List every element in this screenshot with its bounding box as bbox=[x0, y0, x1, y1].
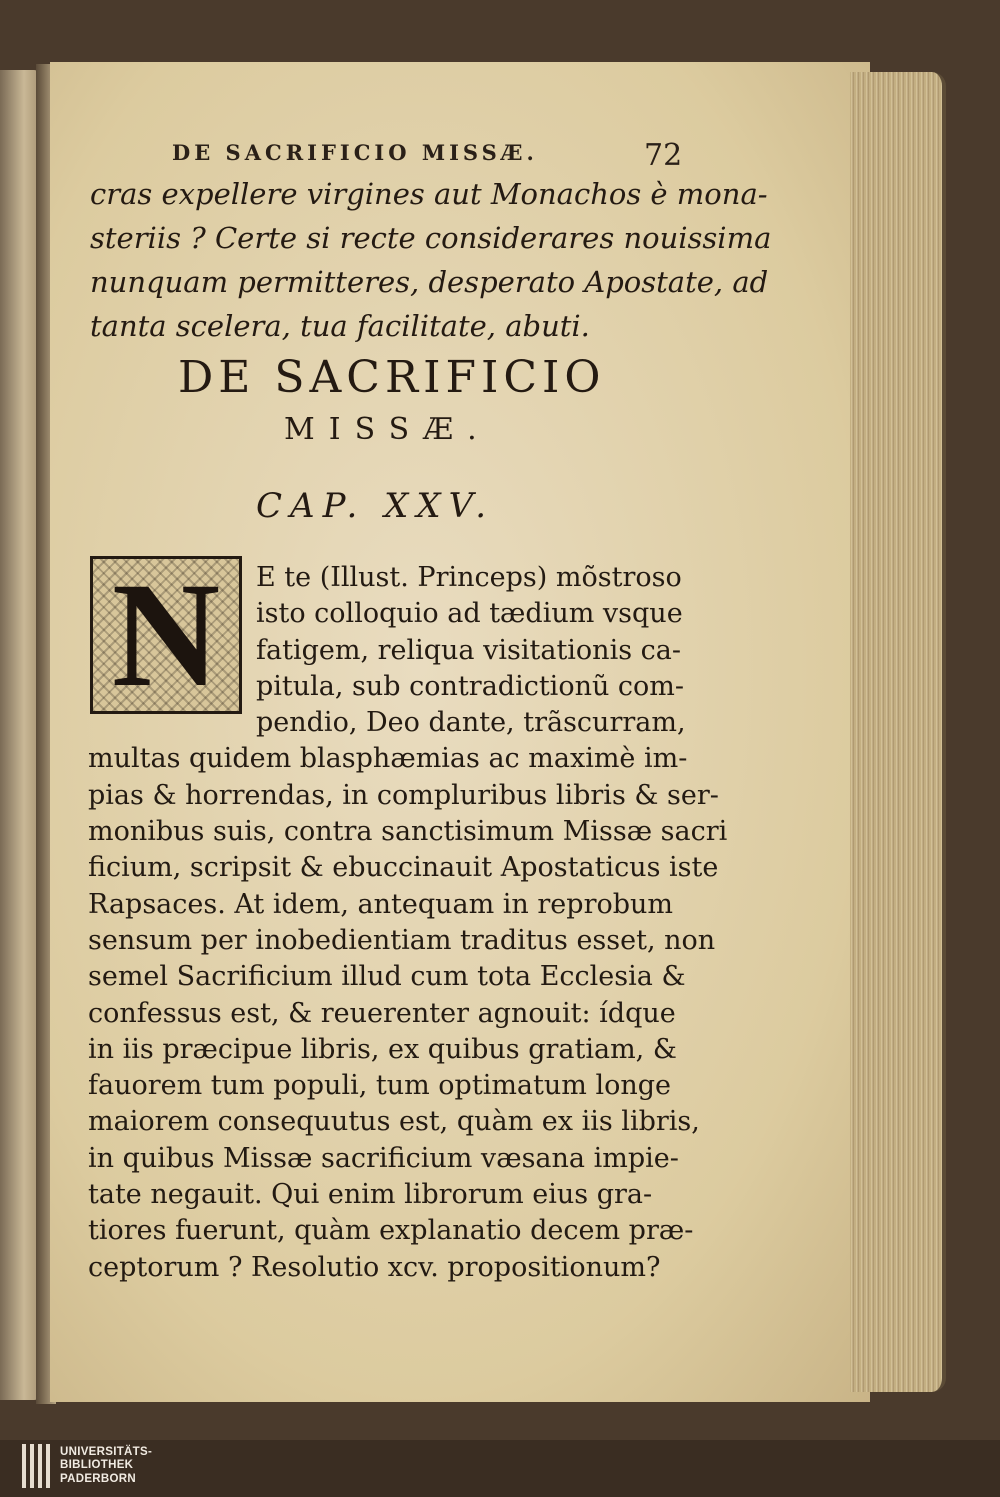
running-head: DE SACRIFICIO MISSÆ. bbox=[172, 140, 538, 165]
body-line: Rapsaces. At idem, antequam in reprobum bbox=[88, 888, 674, 920]
page-stack-edges bbox=[850, 72, 946, 1392]
body-line: monibus suis, contra sanctisimum Missæ sacri bbox=[88, 816, 728, 848]
body-line: pias & horrendas, in compluribus libris & ser- bbox=[88, 779, 719, 811]
body-line: ceptorum ? Resolutio xcv. propositionum? bbox=[88, 1251, 661, 1283]
chapter-title: DE SACRIFICIO bbox=[178, 352, 606, 403]
italic-line: nunquam permitteres, desperato Apostate, ad bbox=[90, 265, 769, 299]
logo-text: UNIVERSITÄTS- BIBLIOTHEK PADERBORN bbox=[60, 1445, 153, 1485]
body-line: in iis præcipue libris, ex quibus gratiam, & bbox=[88, 1033, 677, 1065]
body-line: tate negauit. Qui enim librorum eius gra- bbox=[88, 1179, 653, 1211]
body-line: maiorem consequutus est, quàm ex iis libris, bbox=[88, 1106, 700, 1138]
body-line: semel Sacrificium illud cum tota Ecclesia & bbox=[88, 961, 686, 993]
body-line: sensum per inobedientiam traditus esset, non bbox=[88, 924, 716, 956]
page-number: 72 bbox=[644, 138, 683, 173]
library-logo bbox=[22, 1444, 152, 1488]
body-line: fauorem tum populi, tum optimatum longe bbox=[88, 1070, 671, 1102]
italic-paragraph bbox=[90, 172, 772, 348]
left-page-edge bbox=[0, 70, 40, 1400]
italic-line: steriis ? Certe si recte considerares nouissima bbox=[90, 221, 772, 255]
logo-bars-icon bbox=[22, 1444, 50, 1488]
chapter-number: CAP. XXV. bbox=[256, 486, 494, 526]
italic-line: cras expellere virgines aut Monachos è mona- bbox=[90, 177, 768, 211]
chapter-subtitle: MISSÆ. bbox=[284, 412, 491, 447]
body-line: fatigem, reliqua visitationis ca- bbox=[256, 634, 681, 666]
body-line: tiores fuerunt, quàm explanatio decem præ- bbox=[88, 1215, 694, 1247]
body-line: multas quidem blasphæmias ac maximè im- bbox=[88, 743, 688, 775]
body-line: confessus est, & reuerenter agnouit: ídque bbox=[88, 997, 676, 1029]
body-line: ficium, scripsit & ebuccinauit Apostaticus iste bbox=[88, 852, 719, 884]
body-line: pitula, sub contradictionũ com- bbox=[256, 670, 685, 702]
body-line: E te (Illust. Princeps) mõstroso bbox=[256, 562, 682, 593]
body-line: isto colloquio ad tædium vsque bbox=[256, 598, 683, 630]
italic-line: tanta scelera, tua facilitate, abuti. bbox=[90, 309, 590, 343]
body-text bbox=[88, 552, 728, 1286]
body-line: in quibus Missæ sacrificium væsana impie- bbox=[88, 1142, 679, 1174]
body-line: pendio, Deo dante, trãscurram, bbox=[256, 707, 686, 739]
initial-letter: N bbox=[111, 552, 221, 718]
